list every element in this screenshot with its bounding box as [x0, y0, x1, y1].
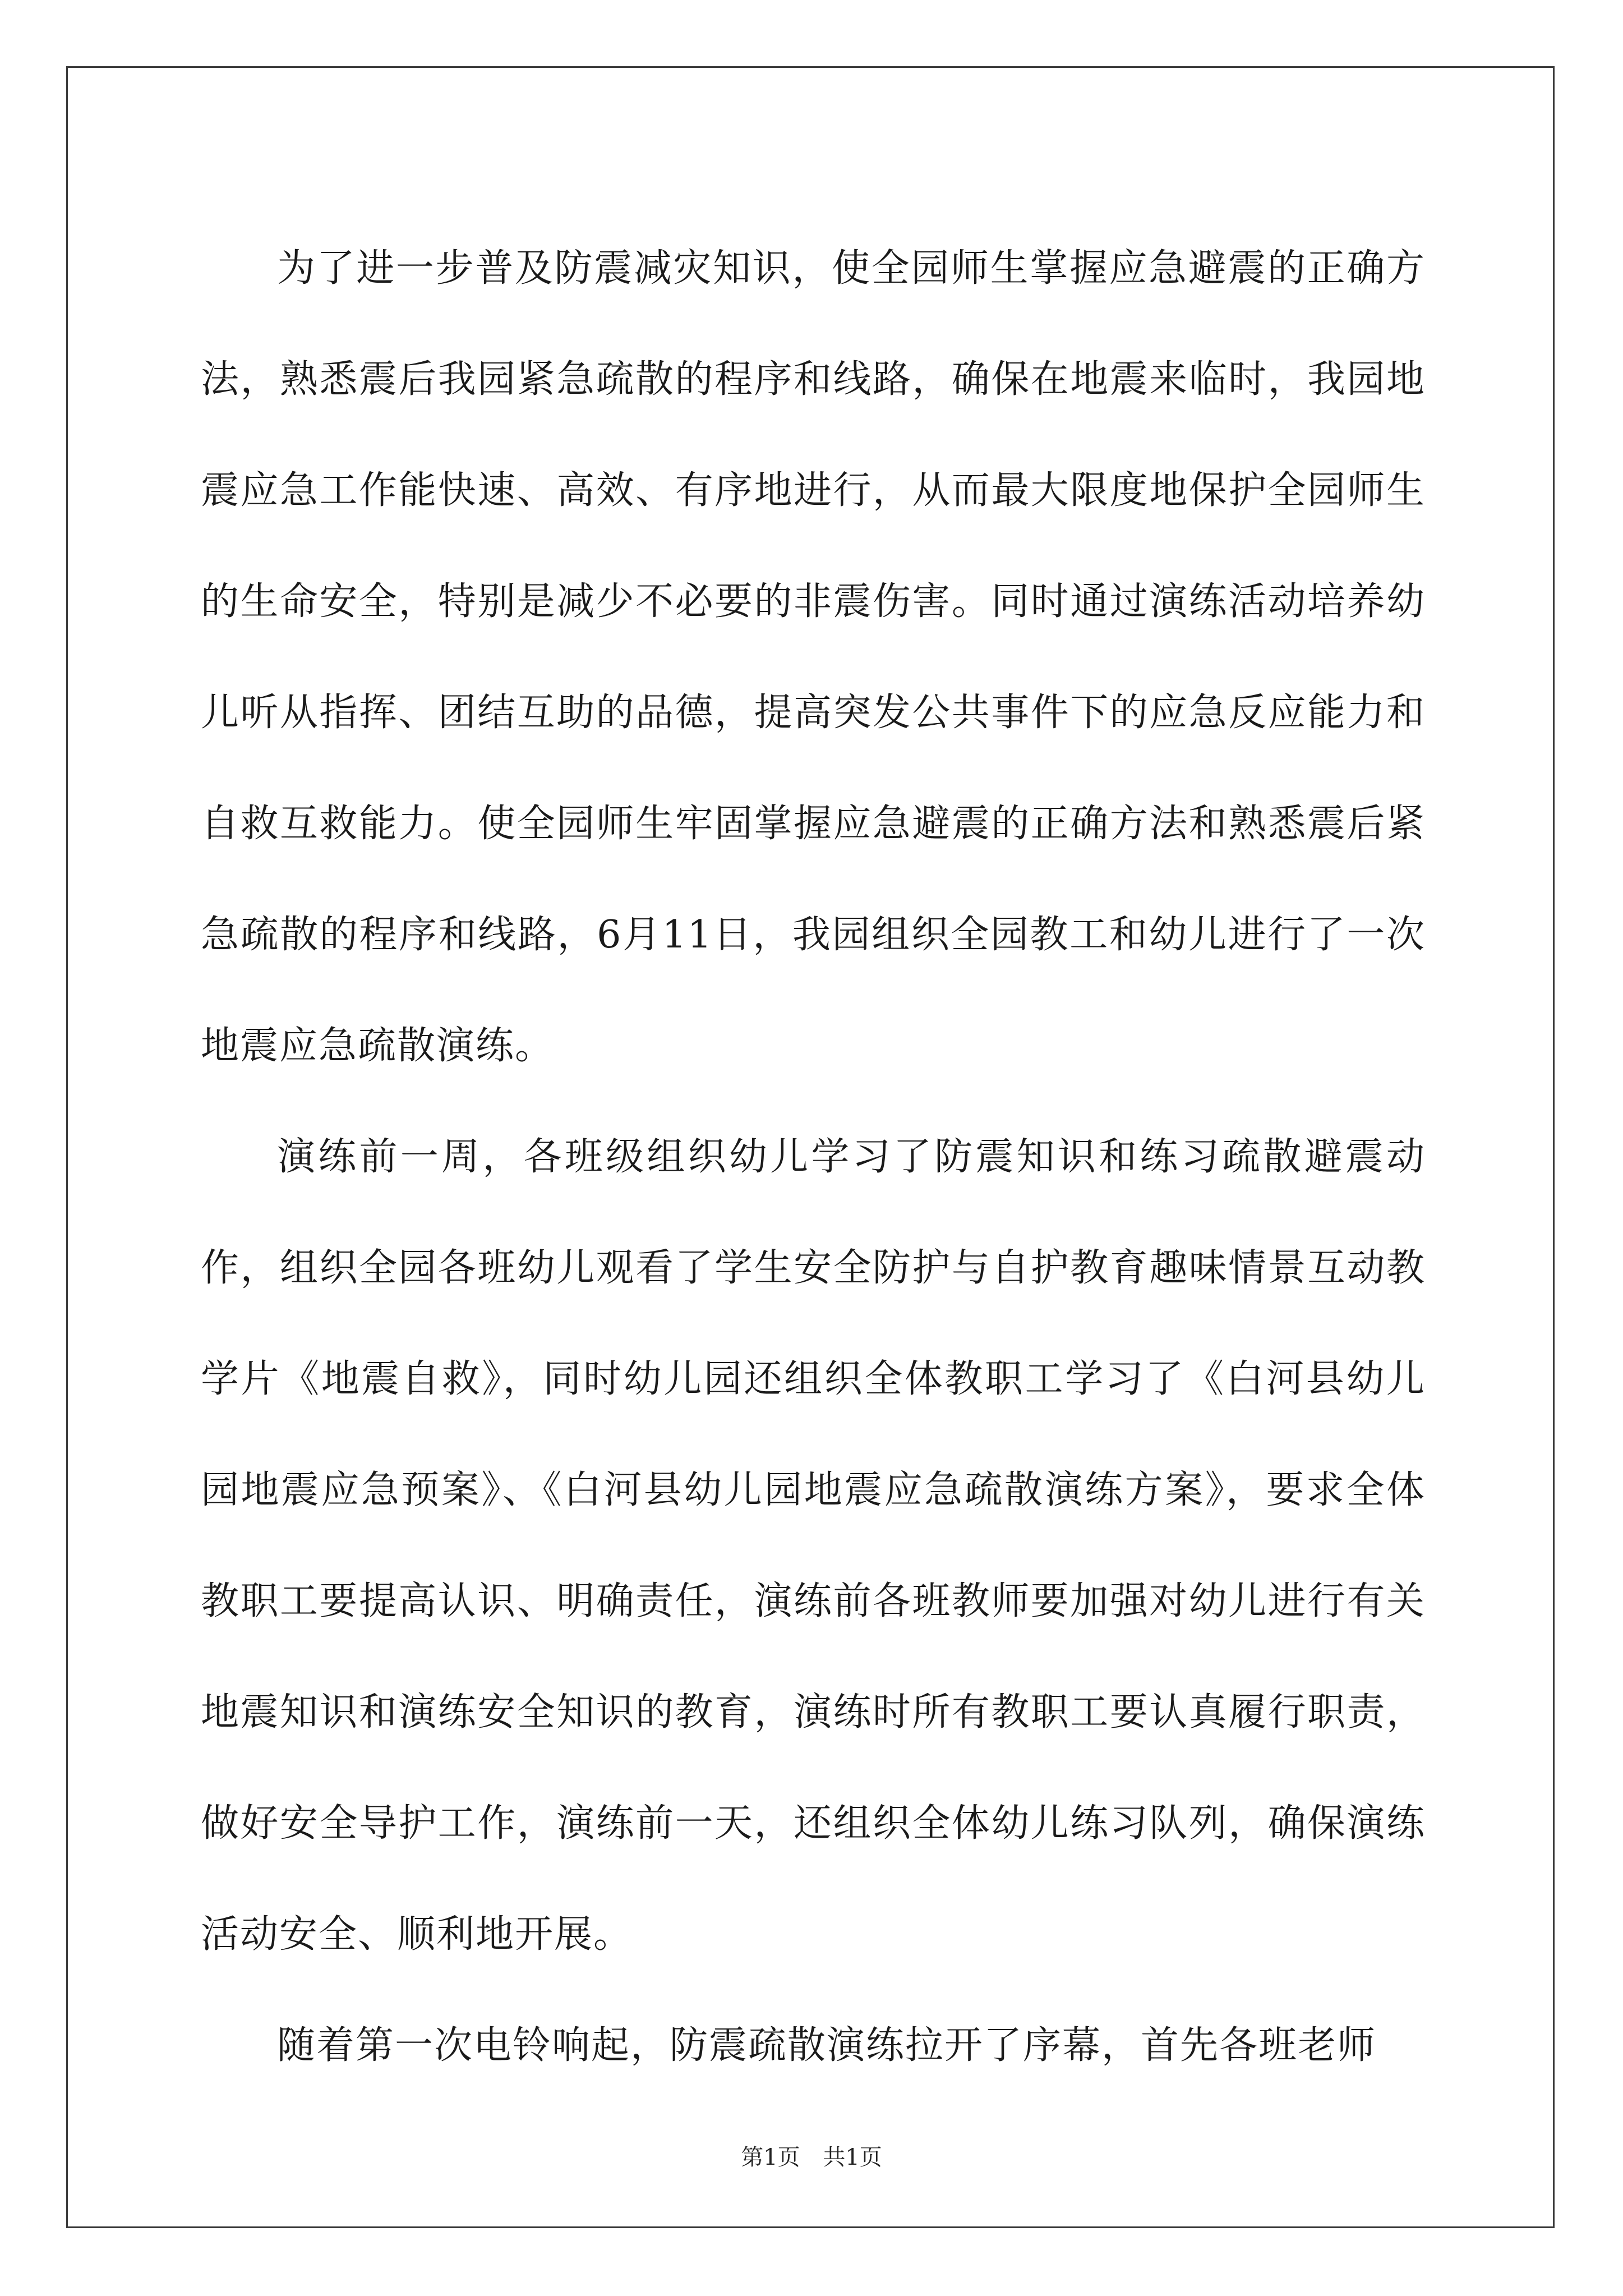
- paragraph-preparation: 演练前一周，各班级组织幼儿学习了防震知识和练习疏散避震动作，组织全园各班幼儿观看了学生安全防护与自护教育趣味情景互动教学片《地震自救》，同时幼儿园还组织全体教职工学习了《白河县幼儿园地震应急预案》、《白河县幼儿园地震应急疏散演练方案》，要求全体教职工要提高认识、明确责任，演练前各班教师要加强对幼儿进行有关地震知识和演练安全知识的教育，演练时所有教职工要认真履行职责，做好安全导护工作，演练前一天，还组织全体幼儿练习队列，确保演练活动安全、顺利地开展。: [201, 1135, 1426, 1957]
- paragraph-drill-start: 随着第一次电铃响起，防震疏散演练拉开了序幕，首先各班老师: [277, 2023, 1377, 2068]
- page-number: 第1页: [741, 2145, 800, 2170]
- page-footer: [0, 2141, 1623, 2174]
- document-body: [201, 213, 1426, 2101]
- paragraph-intro: 为了进一步普及防震减灾知识，使全园师生掌握应急避震的正确方法，熟悉震后我园紧急疏散的程序和线路，确保在地震来临时，我园地震应急工作能快速、高效、有序地进行，从而最大限度地保护全园师生的生命安全，特别是减少不必要的非震伤害。同时通过演练活动培养幼儿听从指挥、团结互助的品德，提高突发公共事件下的应急反应能力和自救互救能力。使全园师生牢固掌握应急避震的正确方法和熟悉震后紧急疏散的程序和线路，6月11日，我园组织全园教工和幼儿进行了一次地震应急疏散演练。: [201, 246, 1426, 1068]
- page-total: 共1页: [823, 2145, 882, 2170]
